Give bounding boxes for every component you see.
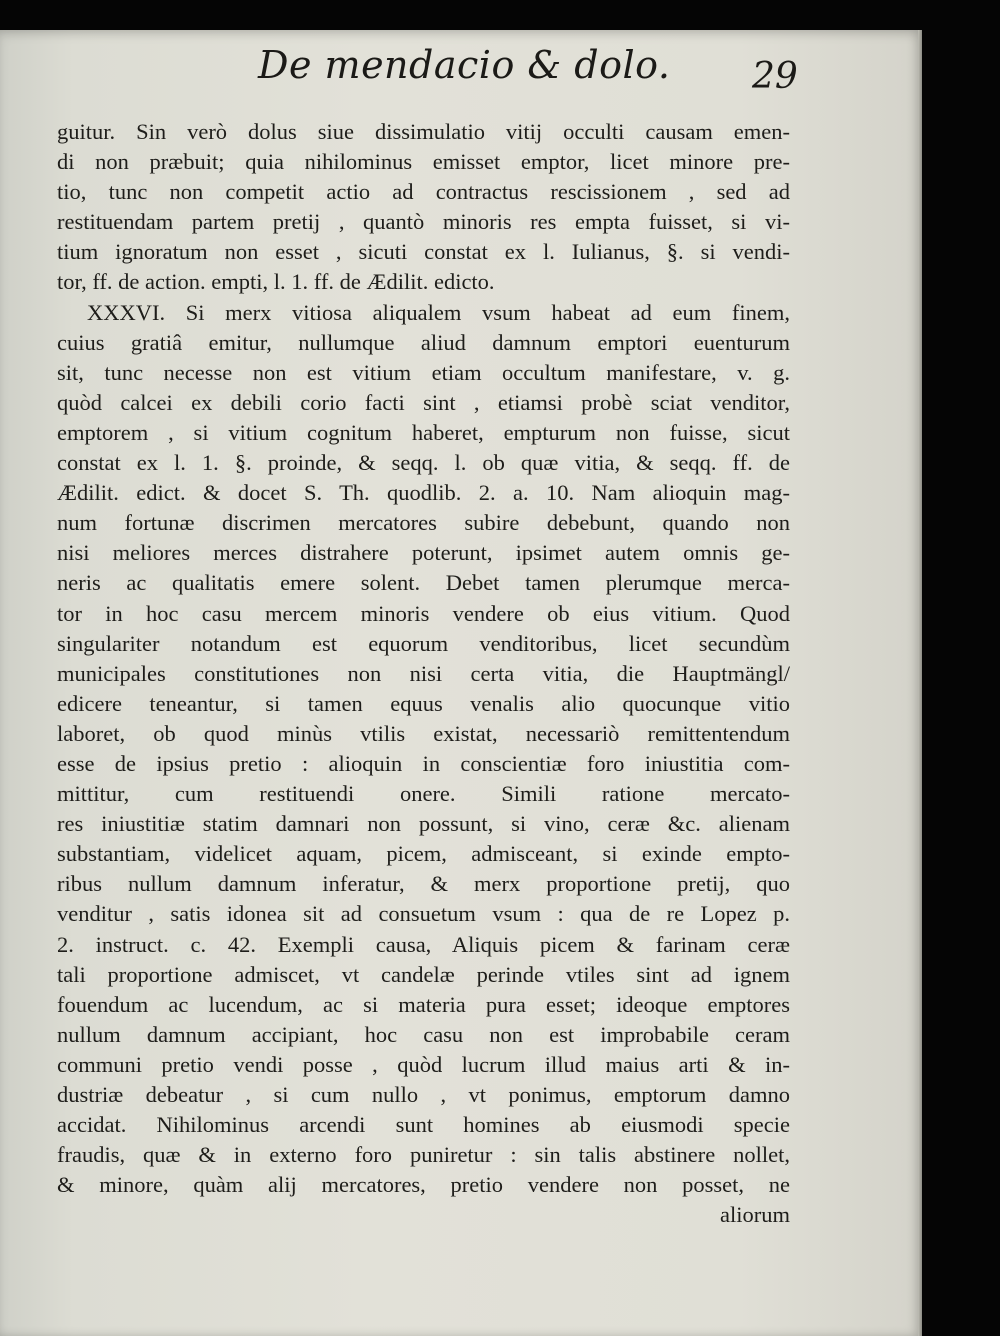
text-line: mittitur, cum restituendi onere. Simili ratione mercato- (57, 781, 790, 807)
text-line: tium ignoratum non esset , sicuti constat ex l. Iulianus, §. si vendi- (57, 239, 790, 265)
text-line: & minore, quàm alij mercatores, pretio vendere non posset, ne (57, 1172, 790, 1198)
text-line: edicere teneantur, si tamen equus venalis alio quocunque vitio (57, 690, 790, 716)
text-line: guitur. Sin verò dolus siue dissimulatio vitij occulti causam emen- (57, 119, 790, 144)
page-edge-shadow (918, 30, 922, 1336)
text-line: fraudis, quæ & in externo foro puniretur : sin talis abstinere nollet, (57, 1142, 790, 1168)
running-head: De mendacio & dolo. (258, 43, 671, 87)
text-line: municipales constitutiones non nisi certa vitia, die Hauptmängl/ (57, 660, 790, 686)
text-line: singulariter notandum est equorum venditoribus, licet secundùm (57, 630, 790, 656)
text-line: tor, ff. de action. empti, l. 1. ff. de Ædilit. edicto. (57, 269, 495, 295)
text-line: esse de ipsius pretio : alioquin in conscientiæ foro iniustitia com- (57, 750, 790, 776)
text-line: cuius gratiâ emitur, nullumque aliud damnum emptori euenturum (57, 329, 790, 355)
text-line: quòd calcei ex debili corio facti sint , etiamsi probè sciat venditor, (57, 389, 790, 415)
text-line: nisi meliores merces distrahere poterunt, ipsimet autem omnis ge- (57, 540, 790, 566)
text-line: sit, tunc necesse non est vitium etiam occultum manifestare, v. g. (57, 359, 790, 385)
text-line: Ædilit. edict. & docet S. Th. quodlib. 2. a. 10. Nam alioquin mag- (57, 480, 790, 506)
text-line: tali proportione admiscet, vt candelæ perinde vtiles sint ad ignem (57, 961, 790, 987)
text-line: 2. instruct. c. 42. Exempli causa, Aliquis picem & farinam ceræ (57, 931, 790, 957)
text-line: venditur , satis idonea sit ad consuetum vsum : qua de re Lopez p. (57, 901, 790, 927)
text-line: num fortunæ discrimen mercatores subire debebunt, quando non (57, 510, 790, 536)
catchword: aliorum (720, 1202, 790, 1228)
text-line: res iniustitiæ statim damnari non possunt, si vino, ceræ &c. alienam (57, 811, 790, 837)
text-line: restituendam partem pretij , quantò minoris res empta fuisset, si vi- (57, 209, 790, 235)
text-line: substantiam, videlicet aquam, picem, admisceant, si exinde empto- (57, 841, 790, 867)
text-line: di non præbuit; quia nihilominus emisset emptor, licet minore pre- (57, 149, 790, 175)
text-line: dustriæ debeatur , si cum nullo , vt ponimus, emptorum damno (57, 1082, 790, 1107)
text-line: constat ex l. 1. §. proinde, & seqq. l. ob quæ vitia, & seqq. ff. de (57, 450, 790, 476)
text-line: accidat. Nihilominus arcendi sunt homines ab eiusmodi specie (57, 1112, 790, 1138)
text-line: tio, tunc non competit actio ad contractus rescissionem , sed ad (57, 179, 790, 205)
text-line-section-start: XXXVI. Si merx vitiosa aliqualem vsum habeat ad eum finem, (87, 299, 790, 325)
text-line: neris ac qualitatis emere solent. Debet tamen plerumque merca- (57, 570, 790, 596)
body-text (57, 117, 790, 1230)
text-line: fouendum ac lucendum, ac si materia pura esset; ideoque emptores (57, 991, 790, 1017)
page-number: 29 (752, 56, 798, 97)
text-line: tor in hoc casu mercem minoris vendere ob eius vitium. Quod (57, 600, 790, 626)
text-line: communi pretio vendi posse , quòd lucrum illud maius arti & in- (57, 1051, 790, 1077)
text-line: nullum damnum accipiant, hoc casu non est improbabile ceram (57, 1021, 790, 1047)
text-line: emptorem , si vitium cognitum haberet, empturum non fuisse, sicut (57, 419, 790, 445)
text-line: ribus nullum damnum inferatur, & merx proportione pretij, quo (57, 871, 790, 897)
text-line: laboret, ob quod minùs vtilis existat, necessariò remittentendum (57, 720, 790, 746)
